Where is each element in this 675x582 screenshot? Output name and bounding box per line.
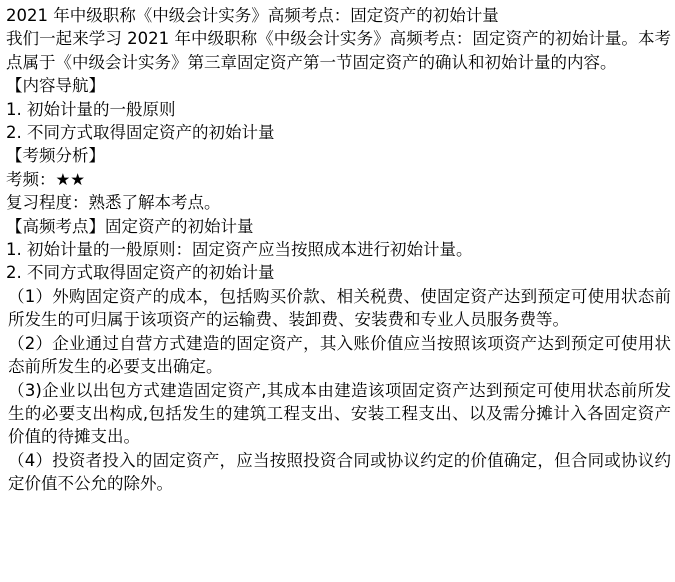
nav-item-1: 1. 初始计量的一般原则 (6, 99, 176, 119)
sub-item-4: （4）投资者投入的固定资产，应当按照投资合同或协议约定的价值确定，但合同或协议约定价值不公允的除外。 (8, 450, 671, 494)
point-1: 1. 初始计量的一般原则：固定资产应当按照成本进行初始计量。 (6, 240, 473, 260)
frequency-heading: 【考频分析】 (6, 146, 105, 166)
document-title: 2021 年中级职称《中级会计实务》高频考点：固定资产的初始计量 (6, 6, 499, 25)
topic-heading: 【高频考点】固定资产的初始计量 (6, 216, 254, 236)
frequency-line: 考频：★★ (6, 169, 86, 189)
document-body (6, 4, 671, 496)
sub-item-1: （1）外购固定资产的成本，包括购买价款、相关税费、使固定资产达到预定可使用状态前所发生的可归属于该项资产的运输费、装卸费、安装费和专业人员服务费等。 (8, 286, 671, 330)
review-level-line: 复习程度：熟悉了解本考点。 (6, 193, 221, 213)
point-2: 2. 不同方式取得固定资产的初始计量 (6, 263, 275, 283)
sub-item-3: （3)企业以出包方式建造固定资产,其成本由建造该项固定资产达到预定可使用状态前所发生的必要支出构成,包括发生的建筑工程支出、安装工程支出、以及需分摊计入各固定资产价值的待摊支出。 (8, 380, 671, 447)
nav-item-2: 2. 不同方式取得固定资产的初始计量 (6, 123, 275, 143)
nav-heading: 【内容导航】 (6, 76, 105, 96)
intro-paragraph: 我们一起来学习 2021 年中级职称《中级会计实务》高频考点：固定资产的初始计量。本考点属于《中级会计实务》第三章固定资产第一节固定资产的确认和初始计量的内容。 (6, 29, 671, 72)
sub-item-2: （2）企业通过自营方式建造的固定资产，其入账价值应当按照该项资产达到预定可使用状态前所发生的必要支出确定。 (8, 333, 671, 377)
